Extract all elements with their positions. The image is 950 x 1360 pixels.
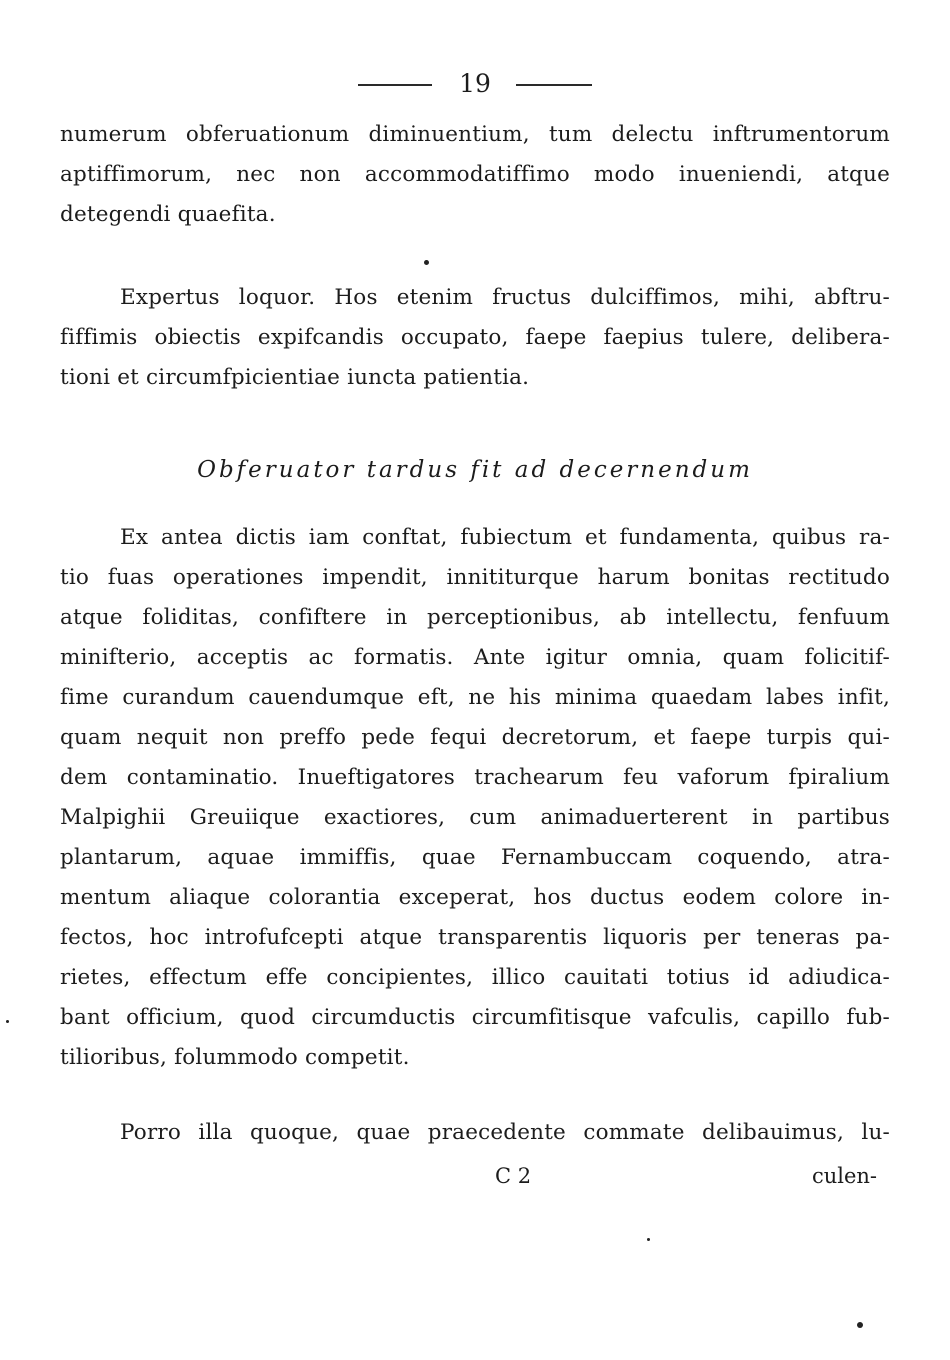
text-line: fime curandum cauendumque eft, ne his minima quaedam labes infit, (60, 685, 890, 710)
page-header (0, 66, 950, 106)
text-line: dem contaminatio. Inueftigatores trachearum feu vaforum fpiralium (60, 765, 890, 790)
text-line: tilioribus, folummodo competit. (60, 1045, 410, 1070)
paragraph-1 (60, 115, 890, 235)
ink-speck (857, 1322, 863, 1328)
text-line: tioni et circumfpicientiae iuncta patientia. (60, 365, 530, 390)
text-line: mentum aliaque colorantia exceperat, hos ductus eodem colore in- (60, 885, 890, 910)
text-line: detegendi quaefita. (60, 202, 276, 227)
text-line: Expertus loquor. Hos etenim fructus dulciffimos, mihi, abftru- (120, 285, 890, 310)
text-line: aptiffimorum, nec non accommodatiffimo modo inueniendi, atque (60, 162, 890, 187)
text-line: atque foliditas, confiftere in perceptionibus, ab intellectu, fenfuum (60, 605, 890, 630)
header-rule-left (358, 84, 432, 86)
header-rule-right (516, 84, 592, 86)
text-line: Malpighii Greuiique exactiores, cum animaduerterent in partibus (60, 805, 890, 830)
section-heading: Obferuator tardus fit ad decernendum (197, 457, 753, 483)
text-line: rietes, effectum effe concipientes, illico cauitati totius id adiudica- (60, 965, 890, 990)
text-line: Porro illa quoque, quae praecedente commate delibauimus, lu- (120, 1120, 890, 1145)
catchword: culen- (811, 1164, 877, 1188)
text-line: numerum obferuationum diminuentium, tum delectu inftrumentorum (60, 122, 890, 147)
text-line: fectos, hoc introfufcepti atque transparentis liquoris per teneras pa- (60, 925, 890, 950)
text-line: quam nequit non preffo pede fequi decretorum, et faepe turpis qui- (60, 725, 890, 750)
ink-speck (647, 1238, 650, 1241)
text-line: bant officium, quod circumductis circumfitisque vafculis, capillo fub- (60, 1005, 890, 1030)
paragraph-3 (60, 518, 890, 1078)
text-line: fiffimis obiectis expifcandis occupato, faepe faepius tulere, delibera- (60, 325, 890, 350)
paragraph-2 (60, 278, 890, 398)
text-line: minifterio, acceptis ac formatis. Ante igitur omnia, quam folicitif- (60, 645, 890, 670)
text-line: Ex antea dictis iam conftat, fubiectum et fundamenta, quibus ra- (120, 525, 890, 550)
text-line: plantarum, aquae immiffis, quae Fernambuccam coquendo, atra- (60, 845, 890, 870)
ink-speck (424, 260, 429, 265)
text-line: tio fuas operationes impendit, innititurque harum bonitas rectitudo (60, 565, 890, 590)
ink-speck (6, 1020, 9, 1023)
paragraph-4 (60, 1113, 890, 1153)
signature-mark: C 2 (495, 1164, 532, 1188)
page-number: 19 (459, 69, 491, 98)
